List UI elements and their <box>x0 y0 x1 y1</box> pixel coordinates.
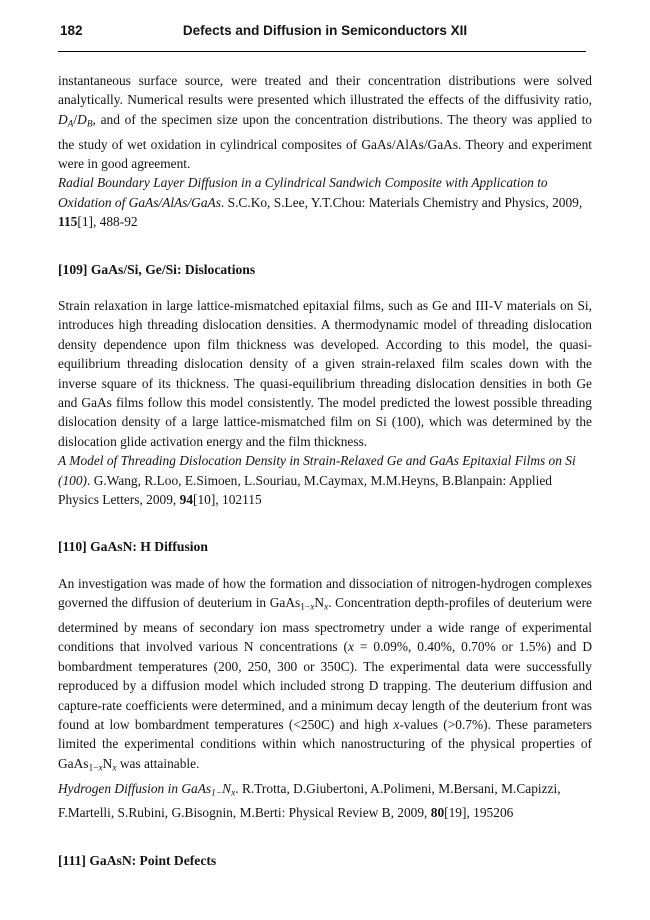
running-title: Defects and Diffusion in Semiconductors XII <box>182 23 468 38</box>
entry-109-heading: [109] GaAs/Si, Ge/Si: Dislocations <box>58 261 256 277</box>
entry-111-heading: [111] GaAsN: Point Defects <box>58 852 217 868</box>
entry-109-citation: A Model of Threading Dislocation Density in Strain-Relaxed Ge and GaAs Epitaxial Films on Si (100). G.Wang, R.Loo, E.Simoen, L.Souriau, M.Caymax, M.M.Heyns, B.Blanpain: Applied Physics Letters, 2009, 94[10], 102115 <box>58 453 576 508</box>
page-header <box>58 23 592 41</box>
entry-110-citation: Hydrogen Diffusion in GaAs1−Nx. R.Trotta, D.Giubertoni, A.Polimeni, M.Bersani, M.Capizzi, F.Martelli, S.Rubini, G.Bisognin, M.Berti: Physical Review B, 2009, 80[19], 195206 <box>58 780 561 821</box>
entry-109-paragraph: Strain relaxation in large lattice-mismatched epitaxial films, such as Ge and III-V materials on Si, introduces high threading dislocation densities. A thermodynamic model of threading dislocation density dependence upon film thickness was developed. According to this model, the quasi-equilibrium threading dislocation density of a given strain-relaxed film scales down with the inverse square of its thickness. The quasi-equilibrium threading dislocation densities in both Ge and GaAs films follow this model consistently. The model predicted the lowest possible threading dislocation density of a large lattice-mismatched film on Si (100), which was determined by the dislocation glide activation energy and the film thickness. <box>58 298 592 449</box>
entry-110-heading: [110] GaAsN: H Diffusion <box>58 539 208 555</box>
intro-paragraph: instantaneous surface source, were treated and their concentration distributions were solved analytically. Numerical results were presented which illustrated the effects of the diffusivity ratio, DA/DB, and of the specimen size upon the concentration distributions. The theory was applied to the study of wet oxidation in cylindrical composites of GaAs/AlAs/GaAs. Theory and experiment were in good agreement. <box>58 73 592 171</box>
header-rule <box>58 51 586 52</box>
intro-citation: Radial Boundary Layer Diffusion in a Cylindrical Sandwich Composite with Application to Oxidation of GaAs/AlAs/GaAs. S.C.Ko, S.Lee, Y.T.Chou: Materials Chemistry and Physics, 2009, 115[1], 488-92 <box>58 175 583 230</box>
page-content <box>58 71 592 887</box>
page-number: 182 <box>60 23 83 38</box>
entry-110-paragraph: An investigation was made of how the formation and dissociation of nitrogen-hydrogen complexes governed the diffusion of deuterium in GaAs1−xNx. Concentration depth-profiles of deuterium were determined by means of secondary ion mass spectrometry under a wide range of experimental conditions that involved various N concentrations (x = 0.09%, 0.40%, 0.70% or 1.5%) and D bombardment temperatures (200, 250, 300 or 350C). The experimental data were successfully reproduced by a diffusion model which included strong D trapping. The deuterium diffusion and capture-rate coefficients were determined, and a minimum decay length of the deuterium front was found at low bombardment temperatures (<250C) and high x-values (>0.7%). These parameters limited the experimental conditions within which nanostructuring of the physical properties of GaAs1−xNx was attainable. <box>58 575 592 774</box>
